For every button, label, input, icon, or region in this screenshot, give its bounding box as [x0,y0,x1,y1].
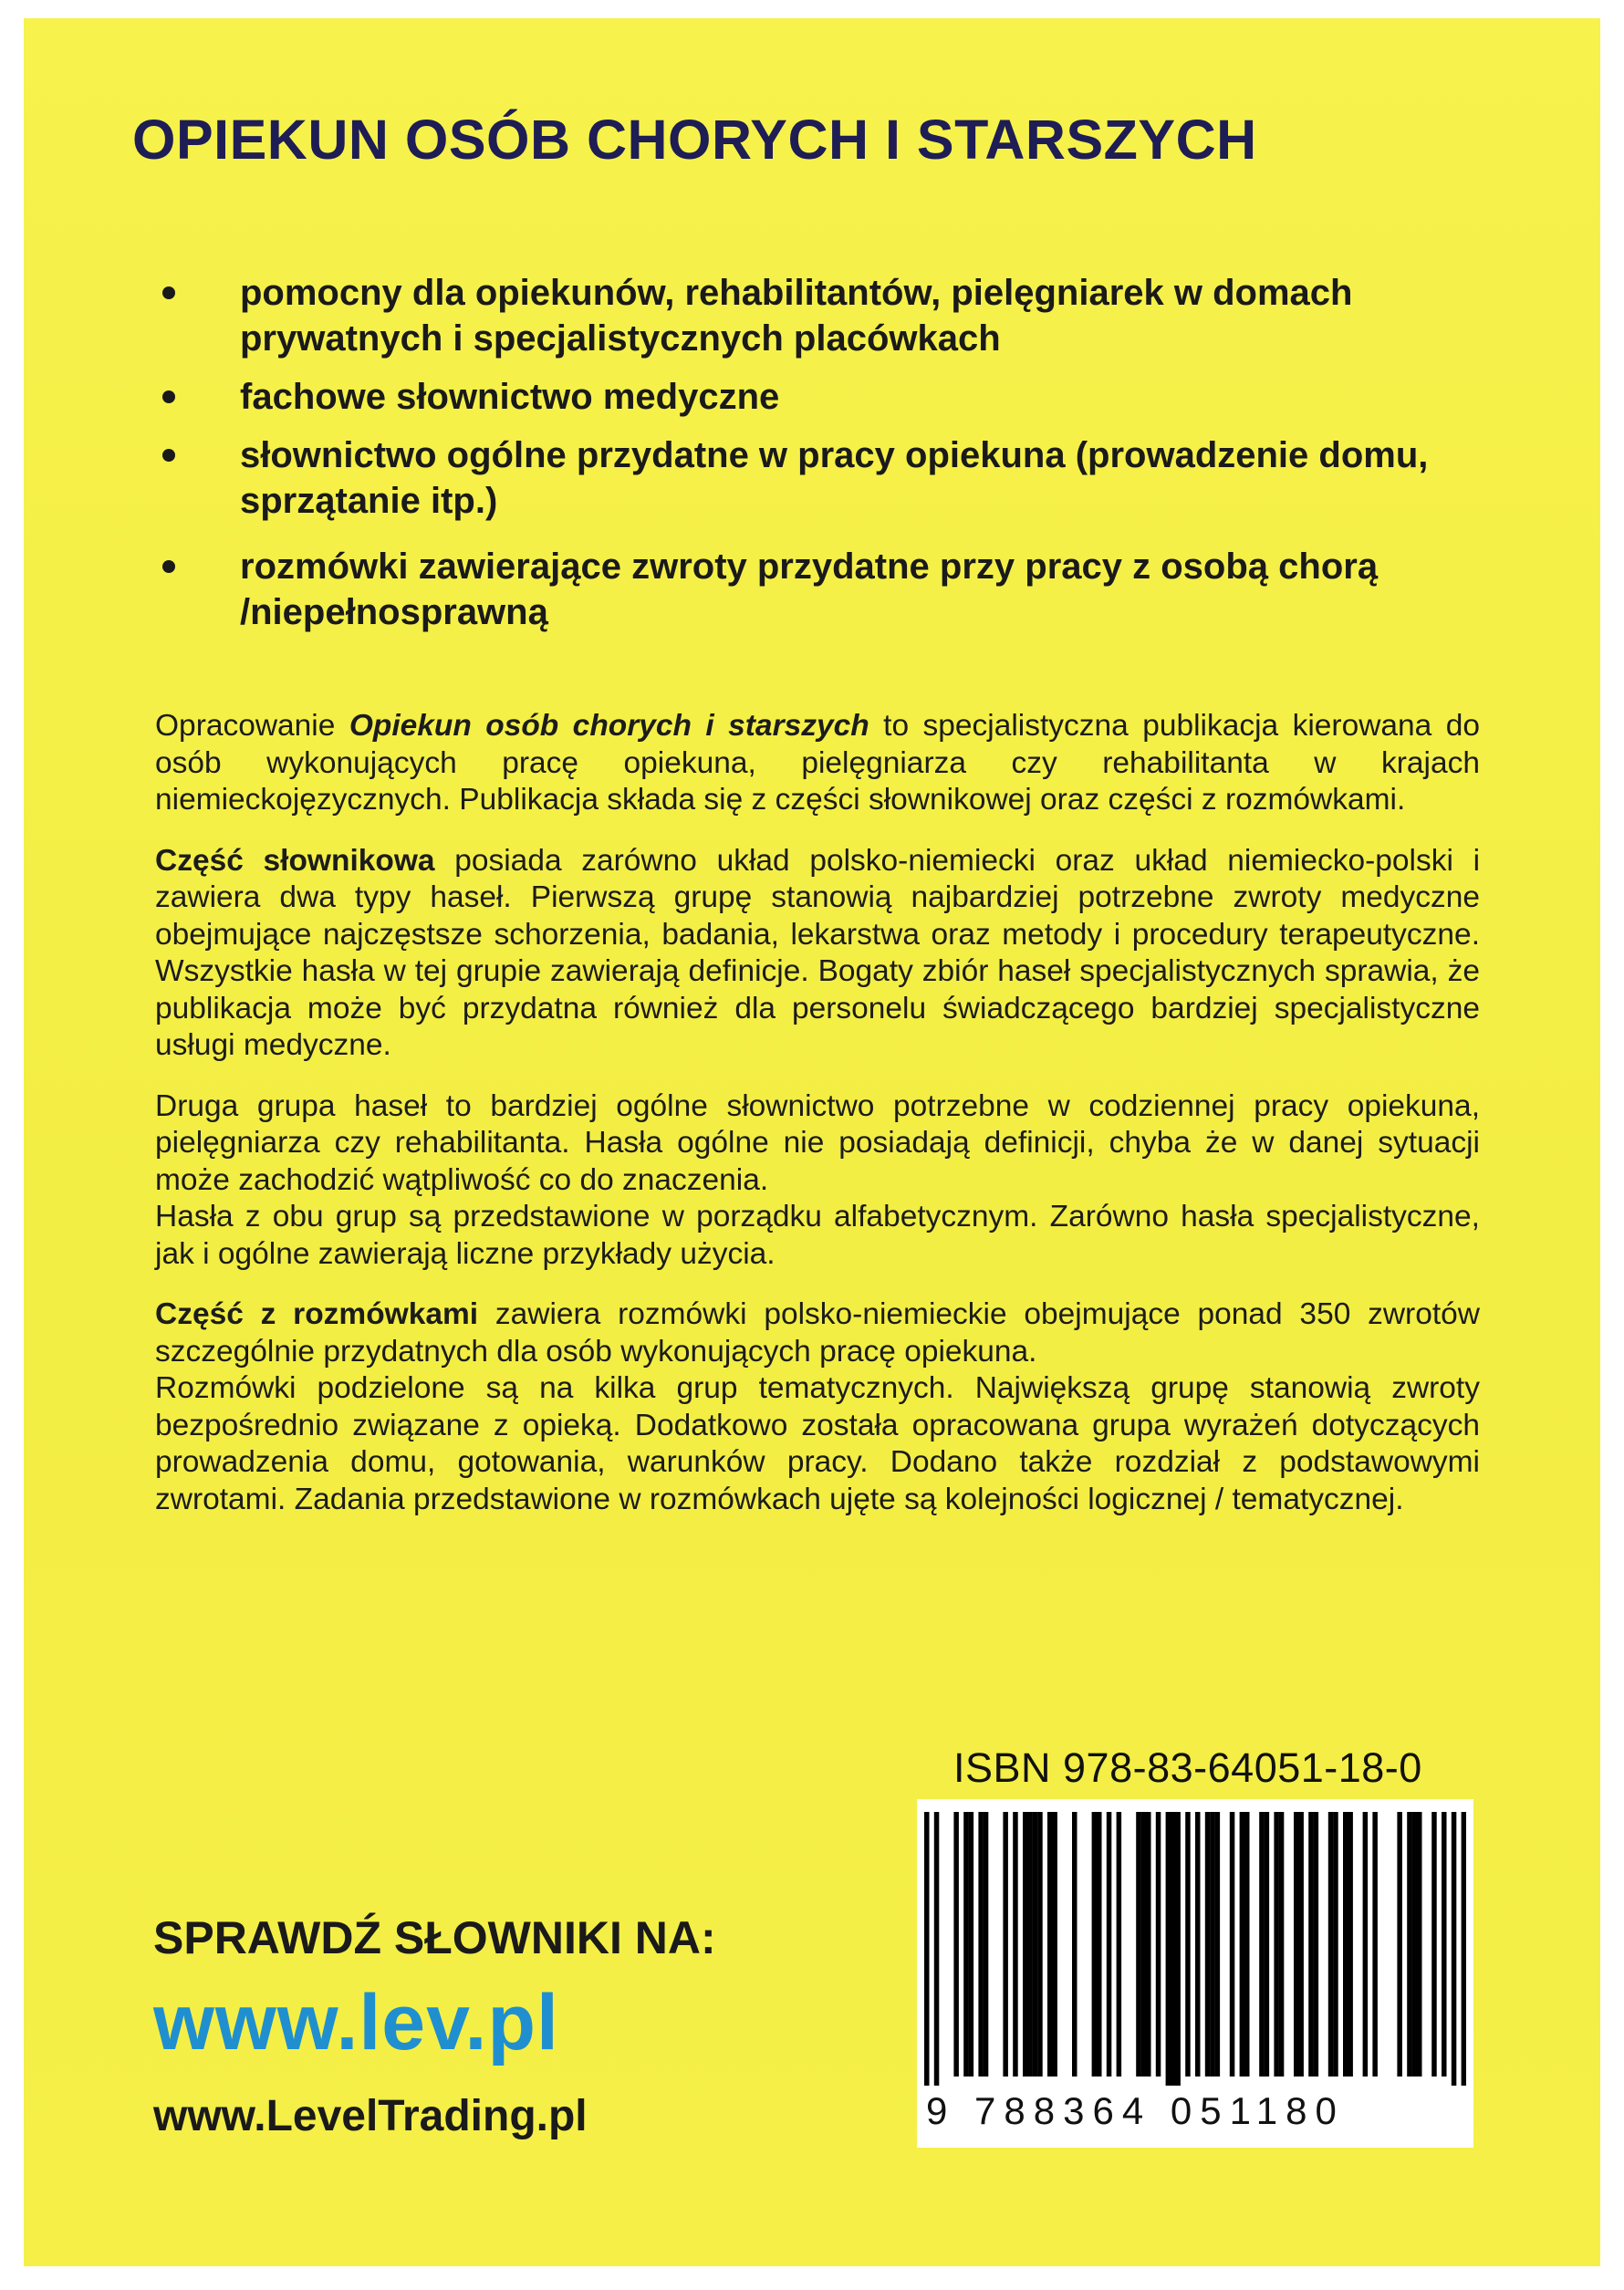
barcode-bar [1175,1812,1181,2086]
barcode-bar [1431,1812,1437,2077]
book-title: OPIEKUN OSÓB CHORYCH I STARSZYCH [132,109,1257,171]
publication-name: Opiekun osób chorych i starszych [349,709,869,743]
barcode-bar [1215,1812,1221,2077]
barcode-bar [1452,1812,1457,2086]
barcode-bar [924,1812,930,2086]
description [155,708,1480,1542]
bullet-dot-icon [162,449,175,462]
bullet-dot-icon [162,390,175,403]
barcode-bar [1328,1812,1334,2077]
barcode-bar [1298,1812,1304,2077]
barcode-bar [1166,1812,1171,2086]
feature-text: słownictwo ogólne przydatne w pracy opiekuna (prowadzenie domu, sprzątanie itp.) [240,435,1429,521]
bullet-dot-icon [162,560,175,573]
barcode-bar [1195,1812,1201,2077]
barcode-bar [1348,1812,1353,2077]
barcode-bar [1372,1812,1378,2077]
barcode-bar [1072,1812,1077,2077]
section-name: Część słownikowa [155,843,435,878]
barcode-bar [1107,1812,1112,2077]
barcode-bar [1274,1812,1279,2077]
barcode-bar [1092,1812,1098,2077]
barcode-bar [1047,1812,1053,2077]
barcode-bar [1442,1812,1447,2077]
barcode-bar [969,1812,974,2077]
barcode-bar [1141,1812,1147,2077]
barcode-bar [1240,1812,1245,2077]
barcode-bar [1407,1812,1412,2077]
barcode-bar [953,1812,959,2077]
description-paragraph-alphabetical: Hasła z obu grup są przedstawione w porządku alfabetycznym. Zarówno hasła specjalistyczne, jak i ogólne zawierają liczne przykłady użycia. [155,1200,1480,1271]
barcode [917,1799,1473,2148]
barcode-bars-icon [924,1812,1466,2086]
feature-list [137,270,1478,648]
barcode-bar [1146,1812,1151,2077]
barcode-bar [1417,1812,1422,2077]
barcode-bar [1185,1812,1191,2077]
feature-text: pomocny dla opiekunów, rehabilitantów, pielęgniarek w domach prywatnych i specjalistycznych placówkach [240,273,1353,359]
barcode-bar [1156,1812,1161,2077]
barcode-bar [1363,1812,1369,2077]
barcode-bar [1314,1812,1319,2077]
barcode-bar [1023,1812,1028,2077]
barcode-bar [978,1812,984,2077]
barcode-bar [1171,1812,1176,2086]
barcode-bar [1259,1812,1265,2077]
feature-item [137,374,1478,420]
barcode-bar [1412,1812,1418,2077]
barcode-bar [984,1812,989,2077]
description-paragraph-topics: Rozmówki podzielone są na kilka grup tematycznych. Największą grupę stanowią zwroty bezpośrednio związane z opieką. Dodatkowo została opracowana grupa wyrażeń dotyczących prowadzenia domu, gotowania, warunków pracy. Dodano także rozdział z podstawowymi zwrotami. Zadania przedstawione w rozmówkach ujęte są kolejności logicznej / tematycznej. [155,1371,1480,1516]
description-paragraph-phrasebook: Część z rozmówkami zawiera rozmówki polsko-niemieckie obejmujące ponad 350 zwrotów szczególnie przydatnych dla osób wykonujących pracę opiekuna. [155,1297,1480,1369]
check-dictionaries-label: SPRAWDŹ SŁOWNIKI NA: [153,1912,716,1963]
barcode-bar [934,1812,940,2086]
barcode-bar [1027,1812,1033,2077]
barcode-bar [1308,1812,1314,2077]
description-paragraph-intro: Opracowanie Opiekun osób chorych i starszych to specjalistyczna publikacja kierowana do osób wykonujących pracę opiekuna, pielęgniarza czy rehabilitanta w krajach niemieckojęzycznych. Publikacja składa się z części słownikowej oraz części z rozmówkami. [155,709,1480,817]
barcode-bar [1033,1812,1038,2077]
barcode-bar [1265,1812,1270,2077]
feature-text: rozmówki zawierające zwroty przydatne przy pracy z osobą chorą /niepełnosprawną [240,546,1379,632]
isbn-label: ISBN 978-83-64051-18-0 [953,1744,1422,1791]
feature-item [137,544,1478,635]
feature-item [137,270,1478,361]
description-paragraph-general: Druga grupa haseł to bardziej ogólne słownictwo potrzebne w codziennej pracy opiekuna, pielęgniarza czy rehabilitanta. Hasła ogólne nie posiadają definicji, chyba że w danej sytuacji może zachodzić wątpliwość co do znaczenia. [155,1088,1480,1197]
barcode-bar [1205,1812,1211,2077]
barcode-bar [1003,1812,1008,2077]
barcode-bar [1097,1812,1102,2077]
barcode-bar [1136,1812,1141,2077]
barcode-bar [1037,1812,1043,2077]
barcode-bar [1052,1812,1057,2077]
barcode-bar [1397,1812,1402,2077]
barcode-bar [1343,1812,1348,2077]
barcode-bar [1279,1812,1285,2077]
barcode-bar [1333,1812,1338,2077]
barcode-bar [963,1812,969,2077]
description-paragraph-dictionary: Część słownikowa posiada zarówno układ polsko-niemiecki oraz układ niemiecko-polski i zawiera dwa typy haseł. Pierwszą grupę stanowią najbardziej potrzebne zwroty medyczne obejmujące najczęstsze schorzenia, badania, lekarstwa oraz metody i procedury terapeutyczne. Wszystkie hasła w tej grupie zawierają definicje. Bogaty zbiór haseł specjalistycznych sprawia, że publikacja może być przydatna również dla personelu świadczącego bardziej specjalistyczne usługi medyczne. [155,843,1481,1062]
barcode-bar [1210,1812,1215,2077]
barcode-digits: 9 788364 051180 [926,2089,1345,2132]
feature-item [137,432,1478,524]
barcode-bar [1462,1812,1466,2086]
barcode-bar [1244,1812,1250,2077]
feature-text: fachowe słownictwo medyczne [240,377,780,417]
barcode-bar [1294,1812,1299,2077]
barcode-bar [1117,1812,1122,2077]
section-name: Część z rozmówkami [155,1297,479,1331]
bullet-dot-icon [162,286,175,299]
barcode-bar [1230,1812,1235,2077]
website-link-main[interactable]: www.lev.pl [153,1979,559,2066]
website-link-secondary[interactable]: www.LevelTrading.pl [153,2092,588,2140]
barcode-bar [1013,1812,1018,2077]
